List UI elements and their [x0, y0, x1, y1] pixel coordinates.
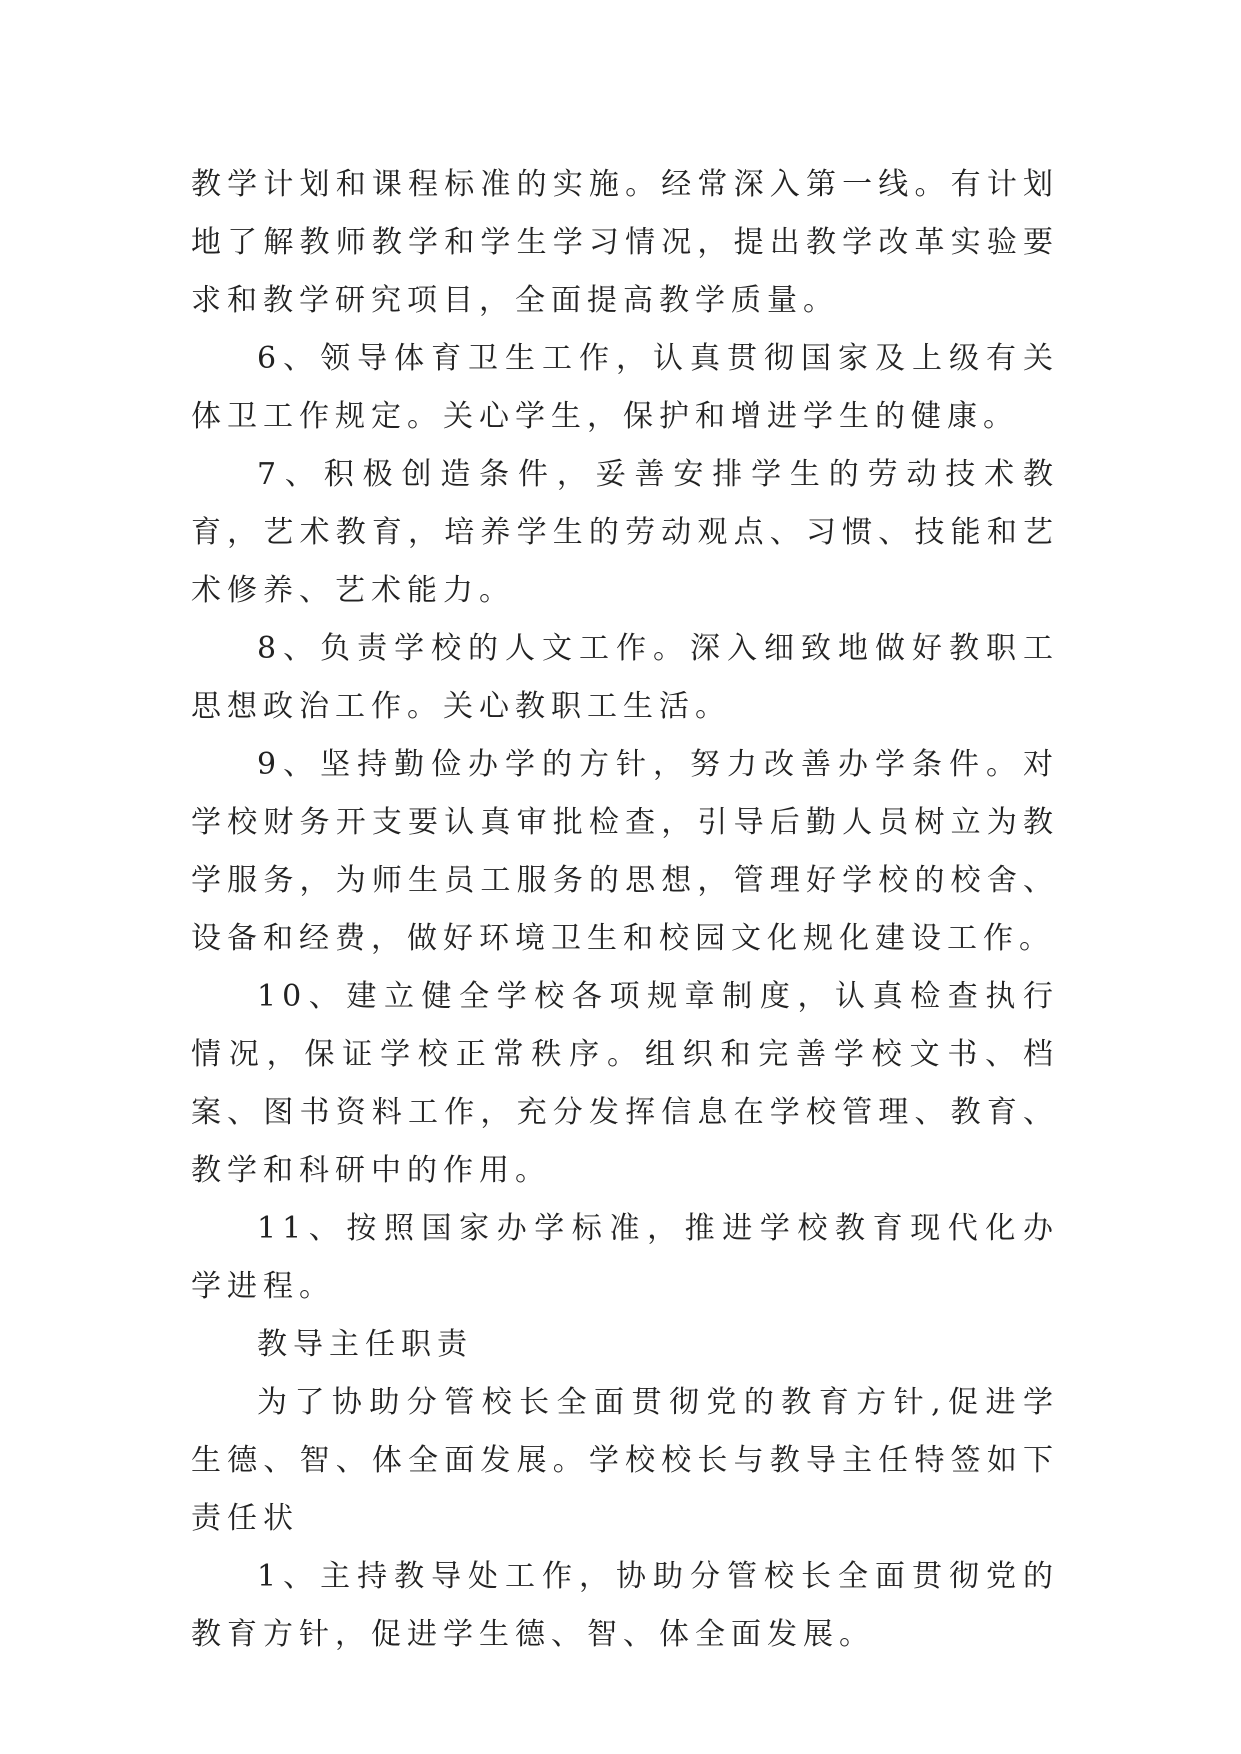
paragraph-item-11: 11、按照国家办学标准，推进学校教育现代化办学进程。 [191, 1211, 1059, 1304]
section-heading: 教导主任职责 [257, 1327, 473, 1362]
document-body [191, 156, 1059, 1664]
paragraph-item-8: 8、负责学校的人文工作。深入细致地做好教职工思想政治工作。关心教职工生活。 [191, 631, 1059, 724]
paragraph-teaching-plan: 教学计划和课程标准的实施。经常深入第一线。有计划地了解教师教学和学生学习情况，提出教学改革实验要求和教学研究项目，全面提高教学质量。 [191, 167, 1059, 318]
paragraph-item-7: 7、积极创造条件，妥善安排学生的劳动技术教育，艺术教育，培养学生的劳动观点、习惯、技能和艺术修养、艺术能力。 [191, 457, 1059, 608]
paragraph-duty-1: 1、主持教导处工作，协助分管校长全面贯彻党的教育方针，促进学生德、智、体全面发展。 [191, 1559, 1059, 1652]
paragraph-intro: 为了协助分管校长全面贯彻党的教育方针,促进学生德、智、体全面发展。学校校长与教导主任特签如下责任状 [191, 1385, 1059, 1536]
paragraph-item-9: 9、坚持勤俭办学的方针，努力改善办学条件。对学校财务开支要认真审批检查，引导后勤人员树立为教学服务，为师生员工服务的思想，管理好学校的校舍、设备和经费，做好环境卫生和校园文化规化建设工作。 [191, 747, 1059, 956]
paragraph-item-6: 6、领导体育卫生工作，认真贯彻国家及上级有关体卫工作规定。关心学生，保护和增进学生的健康。 [191, 341, 1059, 434]
paragraph-item-10: 10、建立健全学校各项规章制度，认真检查执行情况，保证学校正常秩序。组织和完善学校文书、档案、图书资料工作，充分发挥信息在学校管理、教育、教学和科研中的作用。 [191, 979, 1059, 1188]
